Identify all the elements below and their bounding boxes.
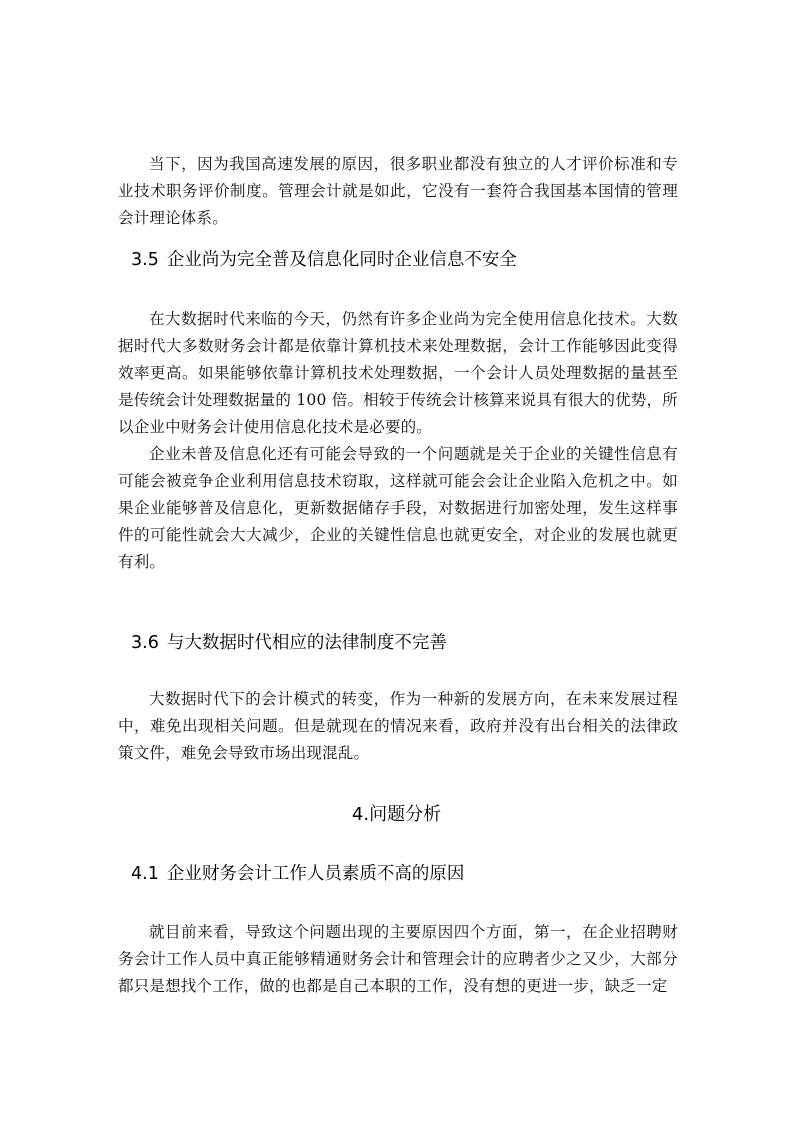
section-number: 3.5 (131, 250, 159, 270)
section-heading-3-5 (131, 247, 517, 273)
section-number: 3.6 (131, 633, 159, 653)
paragraph-3-5-b: 企业未普及信息化还有可能会导致的一个问题就是关于企业的关键性信息有可能会被竞争企业利用信息技术窃取，这样就可能会会让企业陷入危机之中。如果企业能够普及信息化，更新数据储存手段，对数据进行加密处理，发生这样事件的可能性就会大大减少，企业的关键性信息也就更安全，对企业的发展也就更有利。 (118, 445, 678, 571)
section-title: 与大数据时代相应的法律制度不完善 (166, 633, 447, 653)
section-title: 企业尚为完全普及信息化同时企业信息不安全 (166, 250, 517, 270)
paragraph-3-6: 大数据时代下的会计模式的转变，作为一种新的发展方向，在未来发展过程中，难免出现相关问题。但是就现在的情况来看，政府并没有出台相关的法律政策文件，难免会导致市场出现混乱。 (118, 690, 678, 762)
paragraph-4-1: 就目前来看，导致这个问题出现的主要原因四个方面，第一，在企业招聘财务会计工作人员中真正能够精通财务会计和管理会计的应聘者少之又少，大部分都只是想找个工作，做的也都是自己本职的工作，没有想的更进一步，缺乏一定 (118, 923, 678, 995)
section-heading-3-6 (131, 630, 447, 656)
section-title: 企业财务会计工作人员素质不高的原因 (166, 864, 465, 884)
paragraph-intro: 当下，因为我国高速发展的原因，很多职业都没有独立的人才评价标准和专业技术职务评价制度。管理会计就是如此，它没有一套符合我国基本国情的管理会计理论体系。 (118, 155, 678, 227)
section-number: 4.1 (131, 864, 159, 884)
section-heading-4-1 (131, 861, 464, 887)
chapter-heading-4: 4.问题分析 (351, 804, 442, 825)
paragraph-3-5-a: 在大数据时代来临的今天，仍然有许多企业尚为完全使用信息化技术。大数据时代大多数财务会计都是依靠计算机技术来处理数据，会计工作能够因此变得效率更高。如果能够依靠计算机技术处理数据，一个会计人员处理数据的量甚至是传统会计处理数据量的 100 倍。相较于传统会计核算来说具有很大的优势，所以企业中财务会计使用信息化技术是必要的。 (118, 310, 678, 436)
